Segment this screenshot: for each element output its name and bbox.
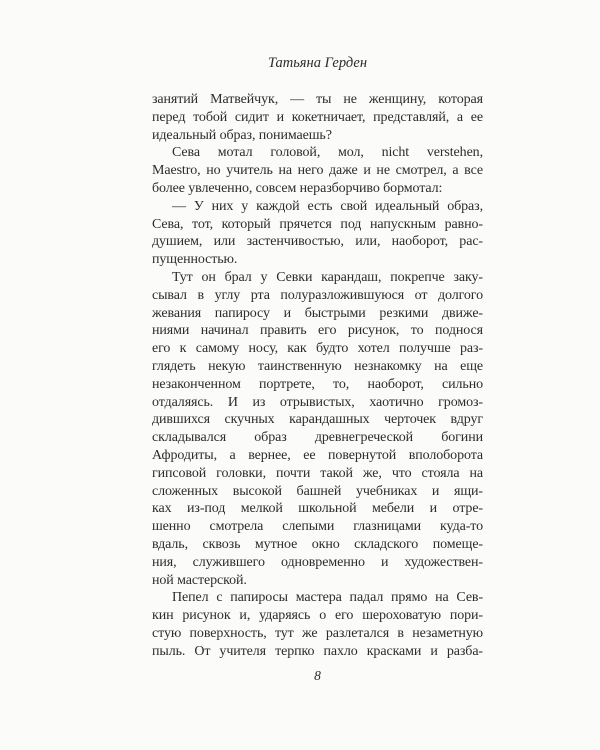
- text-line: перед тобой сидит и кокетничает, представляй, а ее: [152, 109, 483, 125]
- text-line: кин рисунок и, ударяясь о его шероховатую пори-: [152, 608, 483, 624]
- paragraph: [152, 144, 483, 197]
- text-line: пущенностью.: [152, 252, 238, 268]
- text-line: стую поверхность, тут же разлетался в незаметную: [152, 625, 483, 641]
- running-header: Татьяна Герден: [267, 55, 368, 71]
- text-line: — У них у каждой есть свой идеальный образ,: [172, 198, 483, 214]
- paragraph: [152, 589, 483, 660]
- text-line: Тут он брал у Севки карандаш, покрепче заку-: [172, 269, 483, 285]
- text-line: ках из-под мелкой школьной мебели и отре-: [152, 501, 483, 517]
- text-line: Афродиты, а вернее, ее повернутой вполоборота: [152, 447, 483, 463]
- text-line: сывал в углу рта полуразложившуюся от долгого: [152, 287, 483, 303]
- text-line: дившихся скучных карандашных черточек вдруг: [152, 412, 483, 428]
- paragraph: [152, 269, 483, 589]
- text-line: Сева мотал головой, мол, nicht verstehen,: [172, 145, 483, 161]
- text-line: Сева, тот, который прячется под напускным равно-: [152, 216, 483, 232]
- text-line: сложенных высокой башней учебниках и ящи-: [152, 483, 483, 499]
- page-number: 8: [314, 668, 321, 683]
- text-line: ниями начинал править его рисунок, то поднося: [152, 323, 483, 339]
- text-line: жевания папиросу и быстрыми резкими движе-: [152, 305, 483, 321]
- text-block: [152, 91, 483, 661]
- text-line: идеальный образ, понимаешь?: [152, 127, 332, 143]
- text-line: Maestro, но учитель на него даже и не смотрел, а все: [152, 163, 483, 179]
- text-line: занятий Матвейчук, — ты не женщину, которая: [152, 92, 483, 107]
- text-line: пыль. От учителя терпко пахло красками и разба-: [152, 643, 483, 659]
- text-line: его к самому носу, как будто хотел получше раз-: [152, 341, 483, 357]
- paragraph: [152, 91, 483, 144]
- text-line: гипсовой головки, почти такой же, что стояла на: [152, 465, 483, 481]
- text-line: ния, служившего одновременно и художествен-: [152, 554, 483, 570]
- text-line: складывался образ древнегреческой богини: [152, 430, 483, 446]
- text-line: Пепел с папиросы мастера падал прямо на Сев-: [172, 590, 483, 606]
- text-line: незаконченном портрете, то, наоборот, сильно: [152, 376, 483, 392]
- text-line: душием, или застенчивостью, или, наоборот, рас-: [152, 234, 483, 250]
- text-line: шенно смотрела слепыми глазницами куда-то: [152, 519, 483, 535]
- text-line: отдаляясь. И из отрывистых, хаотично громоз-: [152, 394, 483, 410]
- text-line: более увлеченно, совсем неразборчиво бормотал:: [152, 180, 443, 196]
- paragraph: [152, 198, 483, 269]
- text-line: ной мастерской.: [152, 572, 247, 588]
- text-line: вдаль, сквозь мутное окно складского помеще-: [152, 536, 483, 552]
- text-line: глядеть некую таинственную незнакомку на еще: [152, 358, 483, 374]
